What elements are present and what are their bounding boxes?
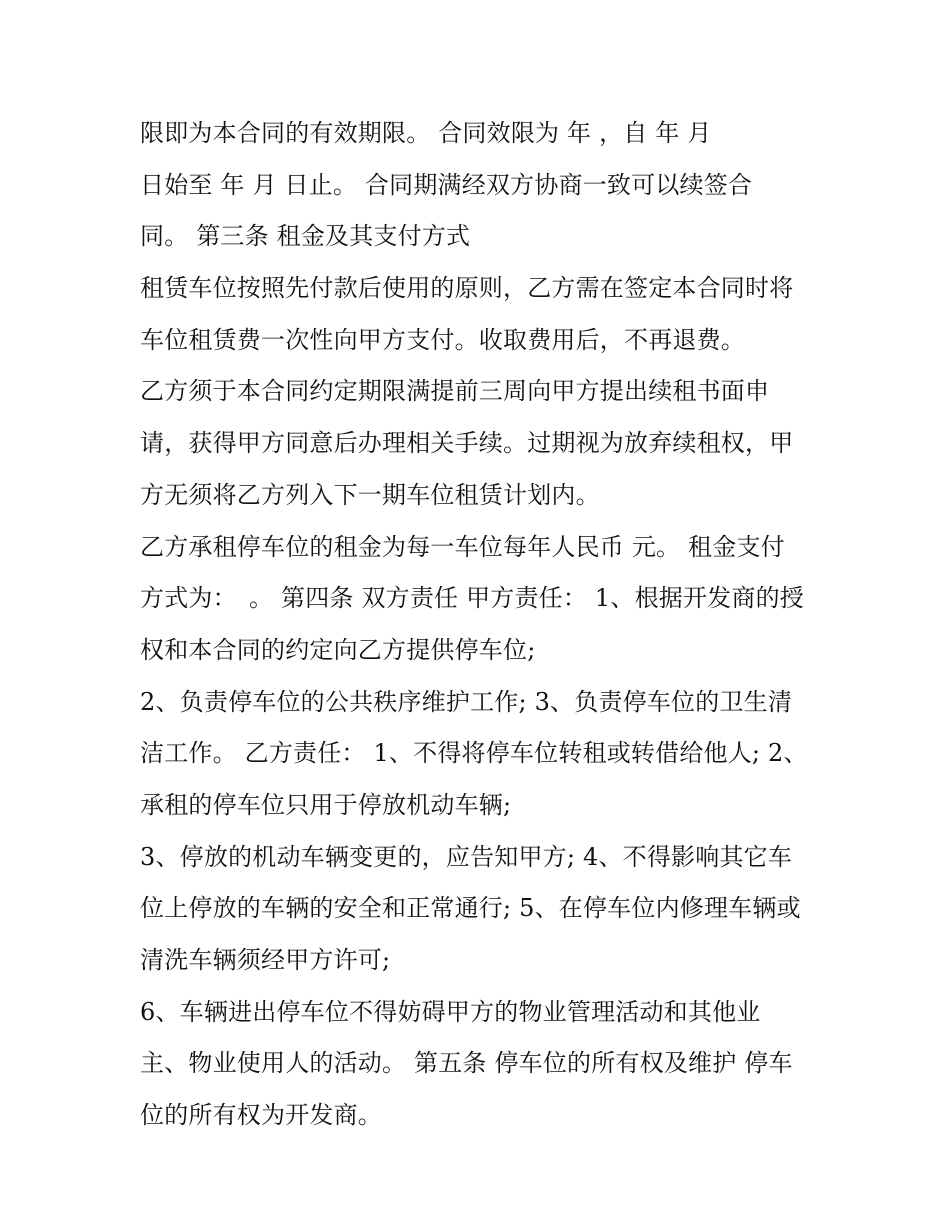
text-line: 车位租赁费一次性向甲方支付。收取费用后，不再退费。 (140, 325, 745, 354)
text-line: 清洗车辆须经甲方许可; (140, 946, 391, 974)
text-line: 同。 第三条 租金及其支付方式 (140, 222, 471, 251)
text-line: 方式为： 。 第四条 双方责任 甲方责任： 1、根据开发商的授 (140, 584, 804, 613)
text-line: 方无须将乙方列入下一期车位租赁计划内。 (140, 480, 600, 509)
text-line: 限即为本合同的有效期限。 合同效限为 年 ，自 年 月 (140, 119, 712, 147)
text-line: 位上停放的车辆的安全和正常通行; 5、在停车位内修理车辆或 (140, 894, 801, 923)
text-line: 2、负责停车位的公共秩序维护工作; 3、负责停车位的卫生清 (140, 687, 793, 716)
text-line: 日始至 年 月 日止。 合同期满经双方协商一致可以续签合 (140, 170, 753, 199)
text-line: 乙方承租停车位的租金为每一车位每年人民币 元。 租金支付 (140, 532, 785, 561)
text-line: 3、停放的机动车辆变更的，应告知甲方; 4、不得影响其它车 (140, 842, 793, 871)
contract-text (140, 108, 830, 1142)
text-line: 位的所有权为开发商。 (140, 1101, 382, 1130)
text-line: 6、车辆进出停车位不得妨碍甲方的物业管理活动和其他业 (140, 997, 761, 1026)
text-line: 承租的停车位只用于停放机动车辆; (140, 790, 512, 819)
text-line: 租赁车位按照先付款后使用的原则，乙方需在签定本合同时将 (140, 274, 794, 303)
text-line: 请，获得甲方同意后办理相关手续。过期视为放弃续租权，甲 (140, 429, 794, 458)
text-line: 主、物业使用人的活动。 第五条 停车位的所有权及维护 停车 (140, 1049, 793, 1078)
text-line: 洁工作。 乙方责任： 1、不得将停车位转租或转借给他人; 2、 (140, 739, 808, 768)
text-line: 权和本合同的约定向乙方提供停车位; (140, 635, 536, 664)
text-line: 乙方须于本合同约定期限满提前三周向甲方提出续租书面申 (140, 377, 770, 406)
